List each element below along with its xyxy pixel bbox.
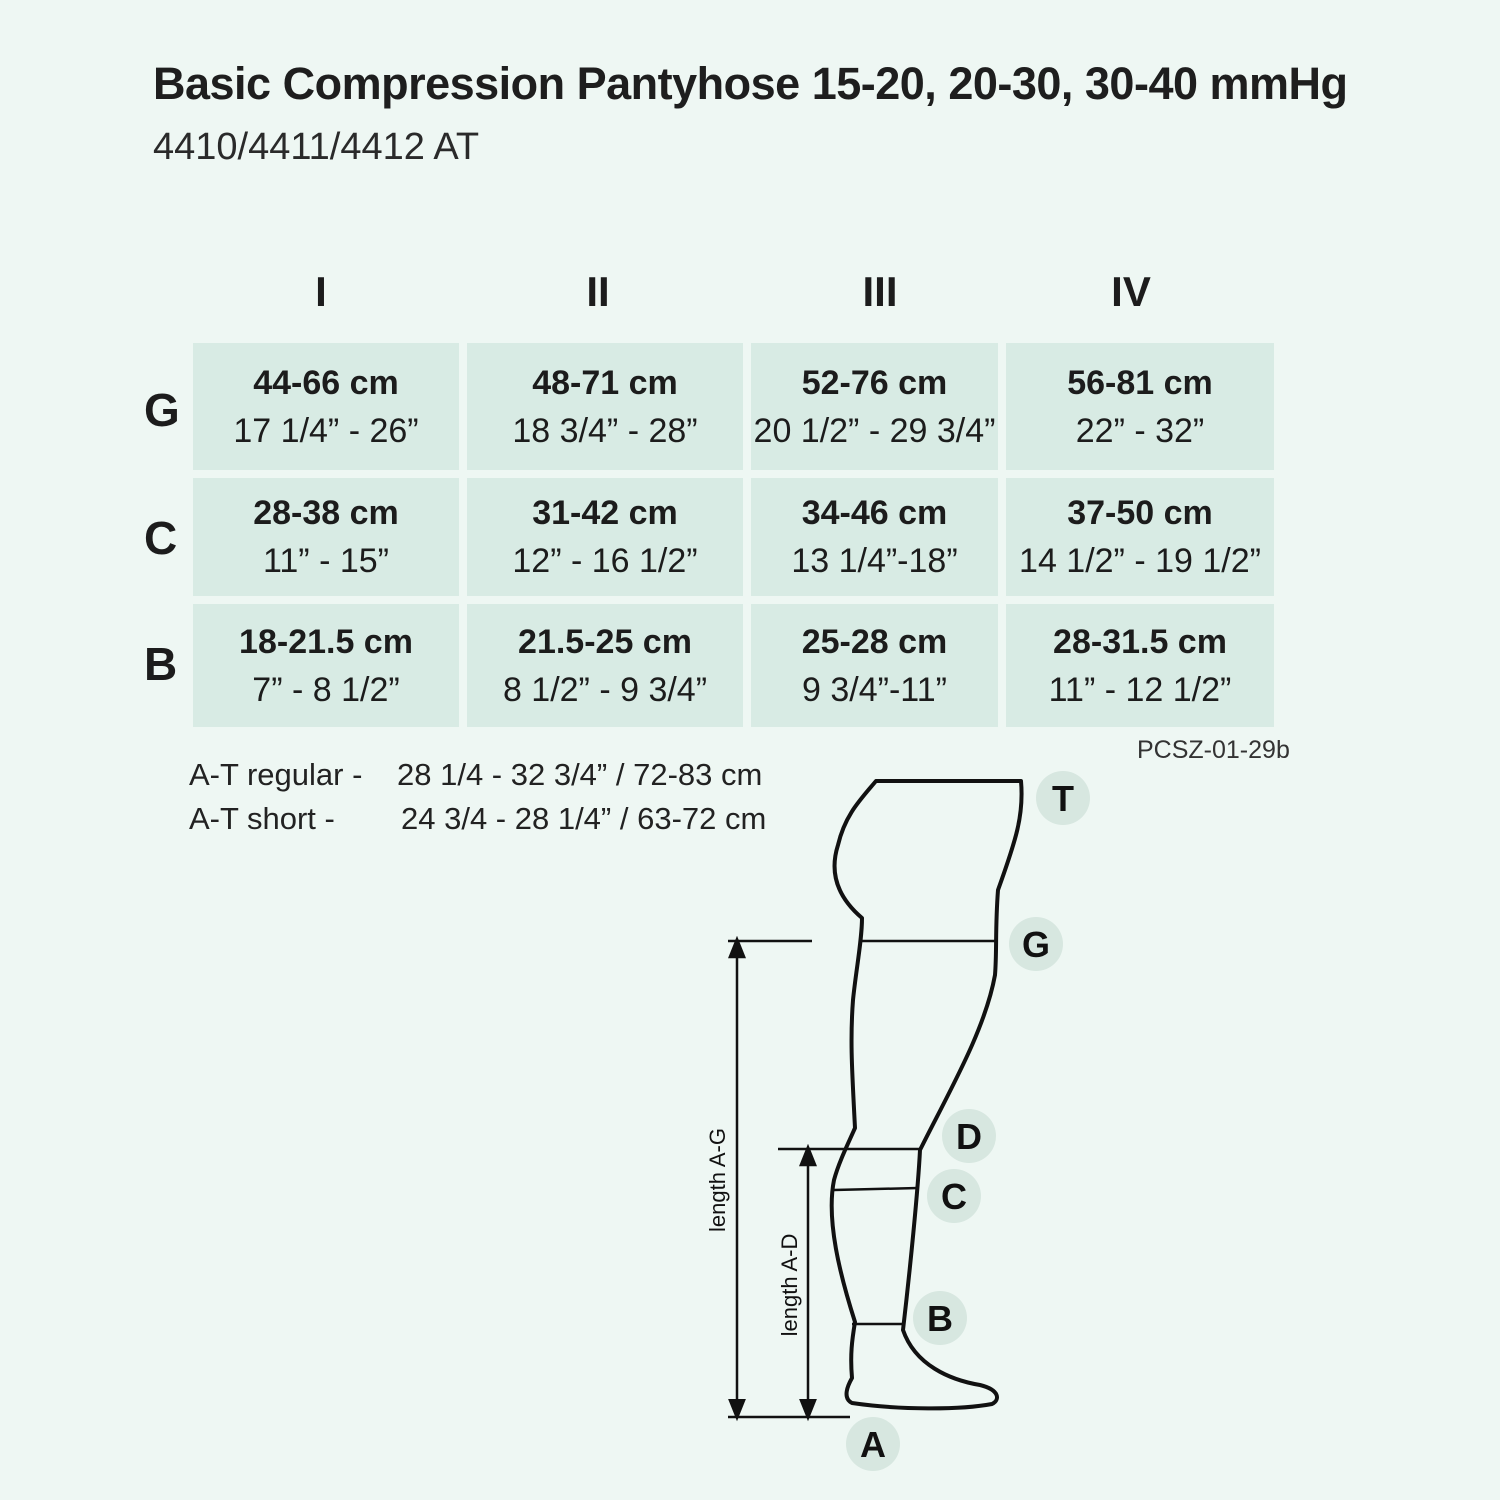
at-short-value: 24 3/4 - 28 1/4” / 63-72 cm xyxy=(401,801,767,836)
point-marker-a xyxy=(846,1417,900,1471)
at-short-label: A-T short - xyxy=(189,801,335,836)
size-cm: 37-50 cm xyxy=(1067,494,1213,532)
size-cm: 34-46 cm xyxy=(801,494,948,532)
size-cm: 48-71 cm xyxy=(532,363,678,402)
size-cm: 28-31.5 cm xyxy=(1053,622,1227,661)
size-cm: 52-76 cm xyxy=(801,363,948,402)
point-label: T xyxy=(1052,778,1074,819)
point-label: C xyxy=(941,1176,967,1217)
size-inch: 13 1/4”-18” xyxy=(791,542,958,580)
product-codes: 4410/4411/4412 AT xyxy=(153,126,480,168)
point-marker-d xyxy=(942,1109,996,1163)
page-title: Basic Compression Pantyhose 15-20, 20-30, 30-40 mmHg xyxy=(153,58,1348,109)
size-cm: 56-81 cm xyxy=(1067,363,1213,402)
size-inch: 11” - 12 1/2” xyxy=(1048,670,1232,709)
column-header-iii: III xyxy=(862,268,898,315)
size-inch: 7” - 8 1/2” xyxy=(252,670,400,709)
size-inch: 14 1/2” - 19 1/2” xyxy=(1019,542,1261,580)
length-a-d-label: length A-D xyxy=(777,1233,802,1337)
point-marker-t xyxy=(1036,771,1090,825)
size-inch: 8 1/2” - 9 3/4” xyxy=(502,670,708,709)
row-header-c: C xyxy=(144,512,178,564)
at-regular-label: A-T regular - xyxy=(189,757,363,792)
size-inch: 22” - 32” xyxy=(1075,411,1205,450)
size-cm: 25-28 cm xyxy=(801,622,948,661)
chart-code: PCSZ-01-29b xyxy=(1137,736,1290,764)
column-header-ii: II xyxy=(586,268,610,315)
c-measure-line xyxy=(834,1188,918,1190)
size-inch: 9 3/4”-11” xyxy=(802,670,947,709)
size-cm: 28-38 cm xyxy=(253,494,399,532)
point-marker-c xyxy=(927,1169,981,1223)
at-regular-value: 28 1/4 - 32 3/4” / 72-83 cm xyxy=(397,757,763,792)
size-inch: 11” - 15” xyxy=(263,542,389,580)
row-header-b: B xyxy=(144,638,178,690)
point-label: A xyxy=(860,1424,886,1465)
point-marker-g xyxy=(1009,917,1063,971)
size-cm: 21.5-25 cm xyxy=(518,622,692,661)
size-cm: 18-21.5 cm xyxy=(239,622,413,661)
row-header-g: G xyxy=(144,384,180,436)
point-label: D xyxy=(956,1116,982,1157)
size-inch: 17 1/4” - 26” xyxy=(233,411,419,450)
length-a-g-label: length A-G xyxy=(705,1128,730,1232)
point-label: G xyxy=(1021,924,1051,965)
point-marker-b xyxy=(913,1291,967,1345)
point-label: B xyxy=(927,1298,953,1339)
column-header-i: I xyxy=(315,268,327,315)
size-inch: 12” - 16 1/2” xyxy=(512,542,698,580)
size-inch: 20 1/2” - 29 3/4” xyxy=(753,411,996,450)
size-inch: 18 3/4” - 28” xyxy=(512,411,698,450)
column-header-iv: IV xyxy=(1111,268,1151,315)
size-cm: 44-66 cm xyxy=(253,363,399,402)
size-cm: 31-42 cm xyxy=(532,494,678,532)
